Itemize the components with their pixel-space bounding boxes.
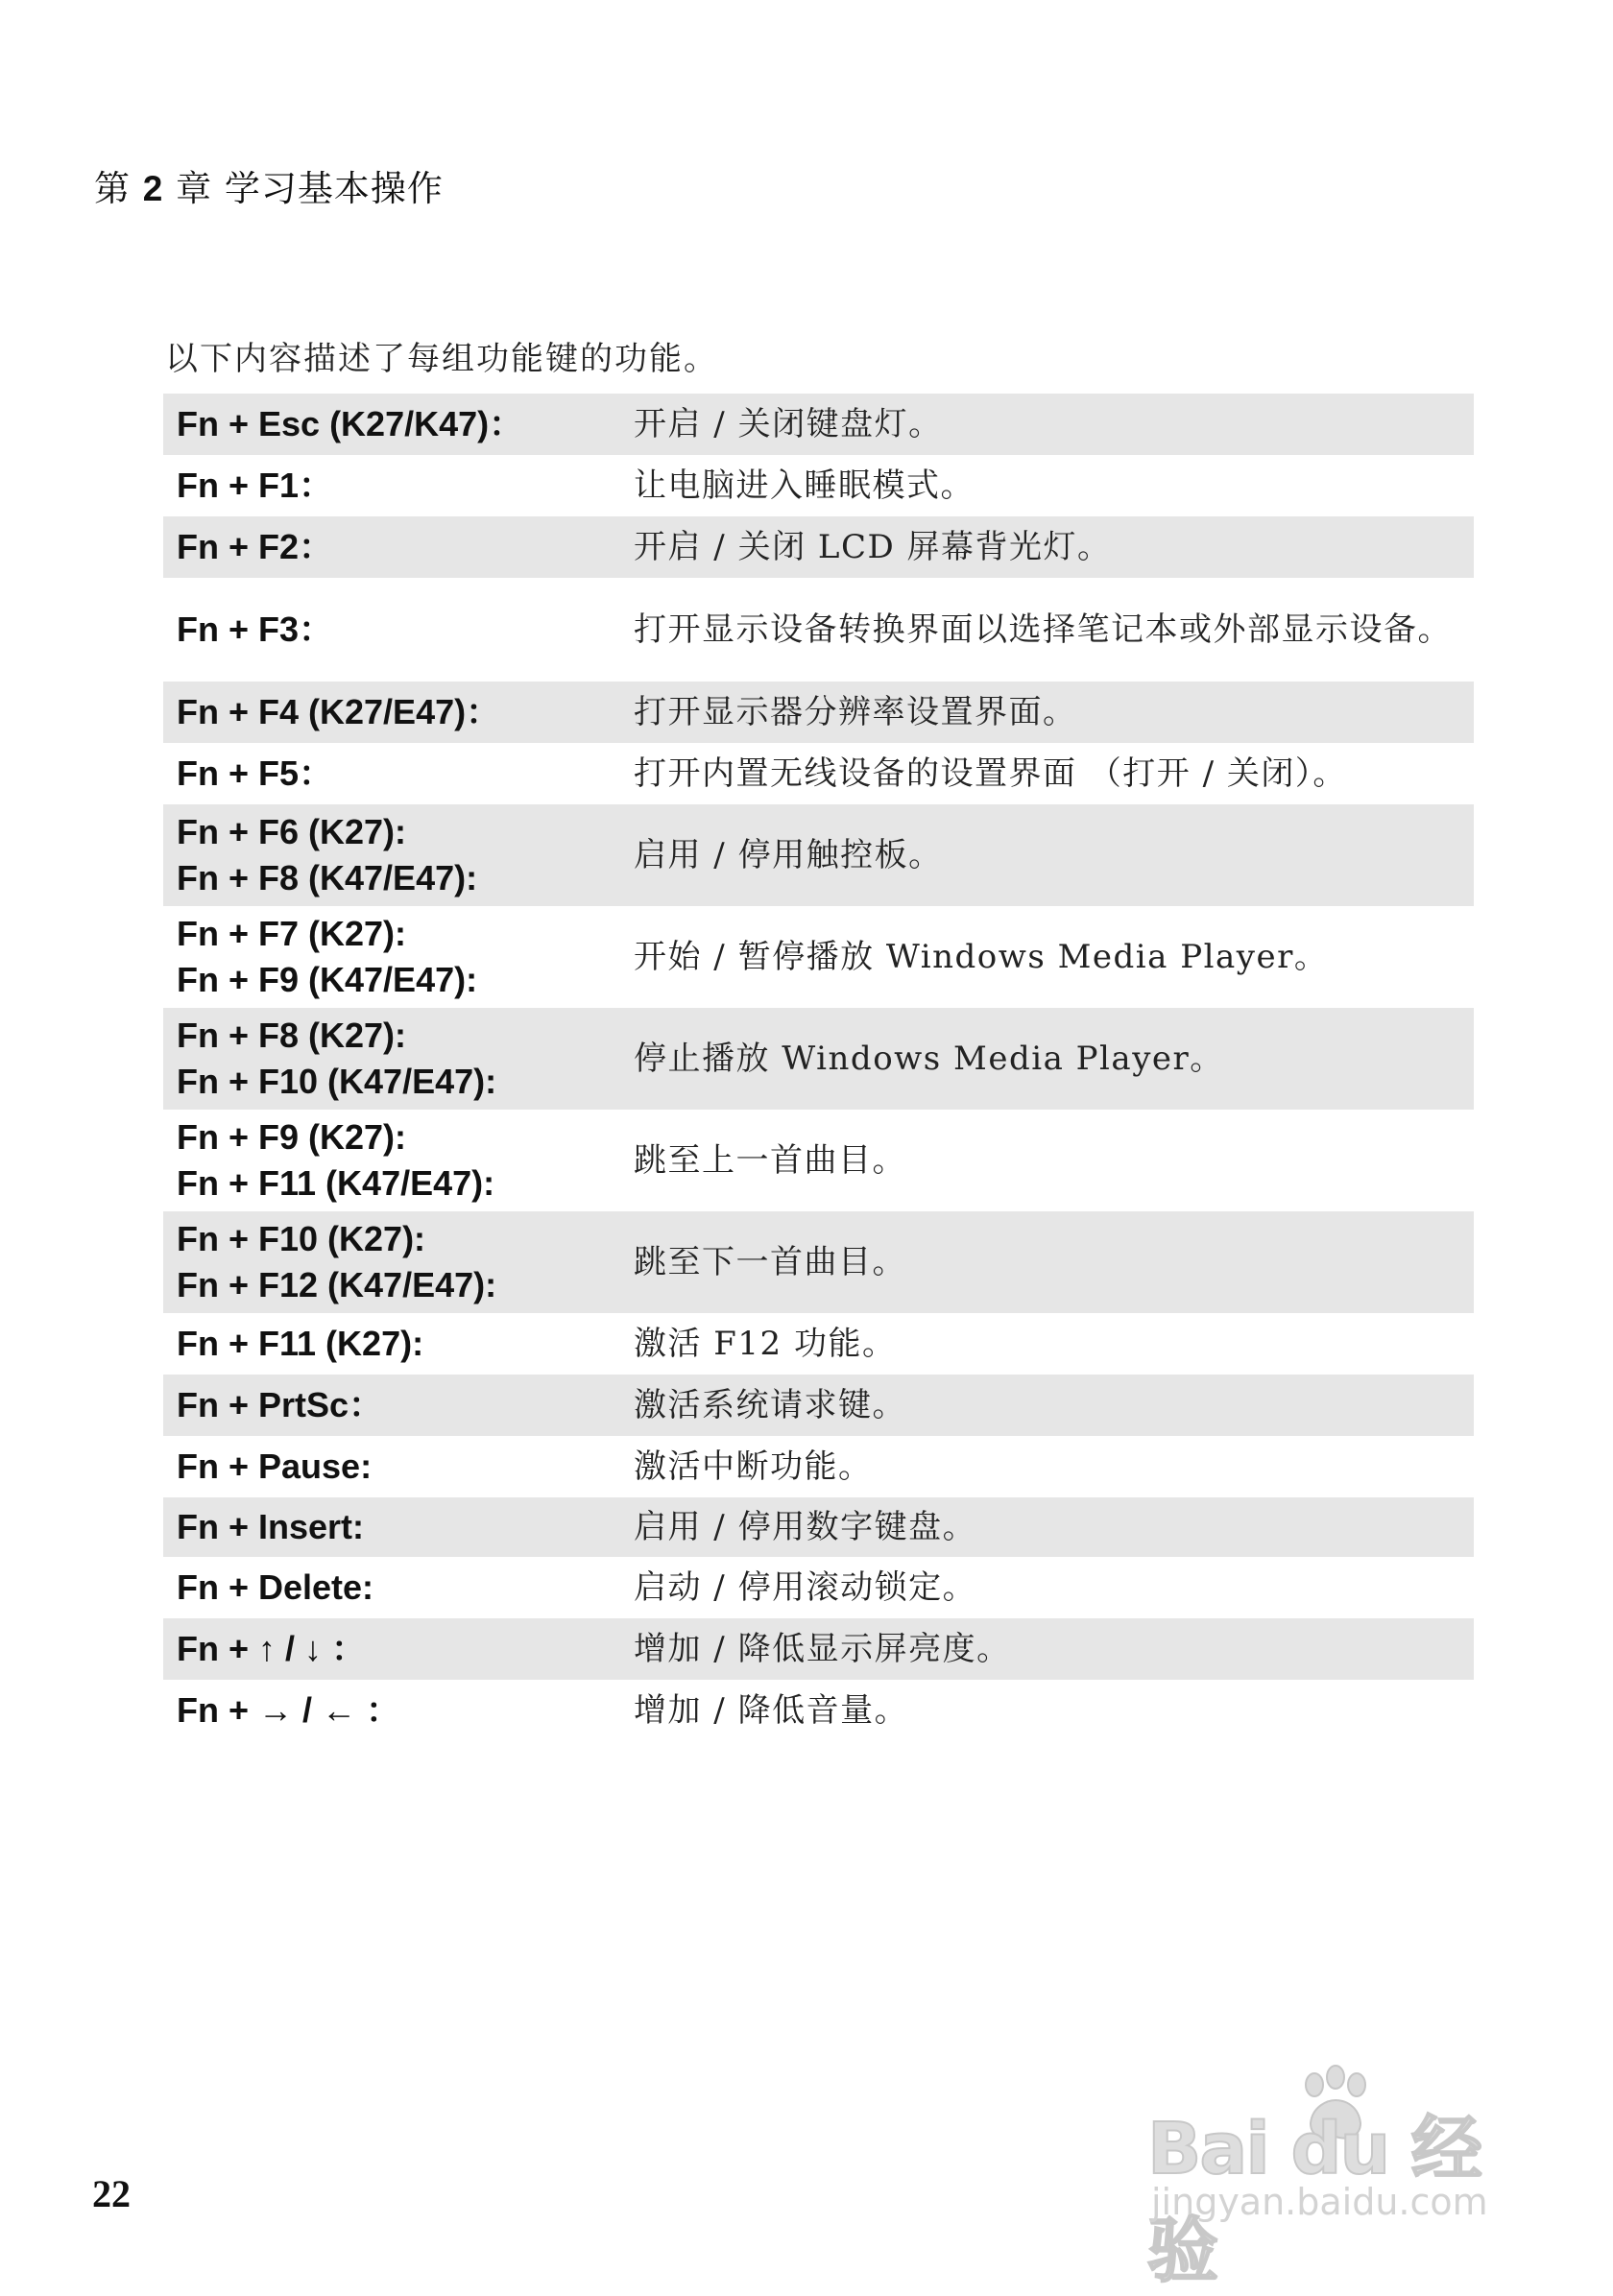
table-row (163, 578, 1474, 682)
table-row (163, 682, 1474, 743)
table-row (163, 1008, 1474, 1110)
key-description: 激活系统请求键。 (634, 1375, 1474, 1436)
table-row (163, 1110, 1474, 1211)
key-description: 增加 / 降低显示屏亮度。 (634, 1618, 1474, 1680)
table-row (163, 1375, 1474, 1436)
key-description: 激活中断功能。 (634, 1447, 873, 1486)
table-row (163, 455, 1474, 516)
key-description: 启动 / 停用滚动锁定。 (634, 1568, 977, 1607)
key-combination: Fn + F11 (K27): (177, 1324, 424, 1363)
key-combination: Fn + F6 (K27): Fn + F8 (K47/E47): (163, 804, 634, 906)
key-combination: Fn + PrtSc： (163, 1375, 634, 1436)
key-combination: Fn + F2： (163, 516, 634, 578)
table-row (163, 743, 1474, 804)
key-description: 启用 / 停用触控板。 (634, 804, 1474, 906)
key-combination: Fn + ↑ / ↓ ： (163, 1618, 634, 1680)
table-row (163, 1557, 1474, 1618)
key-combination: Fn + F10 (K27): Fn + F12 (K47/E47): (163, 1211, 634, 1313)
watermark-url: jingyan.baidu.com (1151, 2181, 1488, 2223)
chapter-number: 2 (142, 169, 164, 208)
key-combination: Fn + F4 (K27/E47)： (163, 682, 634, 743)
key-combination: Fn + F3： (177, 610, 334, 649)
key-description: 启用 / 停用数字键盘。 (634, 1497, 1474, 1557)
key-combination: Fn + F8 (K27): Fn + F10 (K47/E47): (163, 1008, 634, 1110)
watermark (1147, 2064, 1531, 2292)
table-row (163, 906, 1474, 1008)
key-description: 跳至下一首曲目。 (634, 1211, 1474, 1313)
function-key-rows (163, 394, 1474, 1741)
key-description: 开始 / 暂停播放 Windows Media Player。 (634, 938, 1329, 976)
table-row (163, 1211, 1474, 1313)
key-combination: Fn + F9 (K27): Fn + F11 (K47/E47): (177, 1117, 495, 1203)
key-combination: Fn + F1： (177, 466, 334, 505)
table-row (163, 1497, 1474, 1557)
key-description: 跳至上一首曲目。 (634, 1141, 906, 1180)
key-description: 打开显示设备转换界面以选择笔记本或外部显示设备。 (634, 610, 1452, 649)
key-description: 激活 F12 功能。 (634, 1325, 897, 1363)
key-combination: Fn + Pause: (177, 1447, 373, 1486)
page-number: 22 (92, 2172, 131, 2215)
chapter-prefix: 第 (94, 168, 131, 209)
key-description: 增加 / 降低音量。 (634, 1691, 909, 1730)
table-row (163, 1436, 1474, 1497)
key-combination: Fn + Esc (K27/K47)： (163, 394, 634, 455)
table-row (163, 1313, 1474, 1375)
function-key-table (163, 394, 1474, 1741)
watermark-logo: Bai du 经验 (1147, 2108, 1481, 2292)
key-description: 打开内置无线设备的设置界面 （打开 / 关闭）。 (634, 754, 1347, 793)
table-row (163, 1618, 1474, 1680)
key-combination: Fn + Delete: (177, 1567, 374, 1607)
key-description: 停止播放 Windows Media Player。 (634, 1008, 1474, 1110)
key-combination: Fn + F5： (177, 753, 334, 793)
table-row (163, 804, 1474, 906)
intro-text: 以下内容描述了每组功能键的功能。 (165, 340, 718, 378)
key-description: 打开显示器分辨率设置界面。 (634, 682, 1474, 743)
key-description: 让电脑进入睡眠模式。 (634, 466, 975, 505)
key-combination: Fn + → / ← ： (177, 1690, 401, 1730)
table-row (163, 516, 1474, 578)
key-combination: Fn + Insert: (163, 1497, 634, 1557)
chapter-title: 章 学习基本操作 (176, 168, 444, 209)
table-row (163, 1680, 1474, 1741)
key-description: 开启 / 关闭键盘灯。 (634, 394, 1474, 455)
table-row (163, 394, 1474, 455)
key-combination: Fn + F7 (K27): Fn + F9 (K47/E47): (177, 914, 478, 999)
key-description: 开启 / 关闭 LCD 屏幕背光灯。 (634, 516, 1474, 578)
chapter-header (94, 159, 444, 211)
